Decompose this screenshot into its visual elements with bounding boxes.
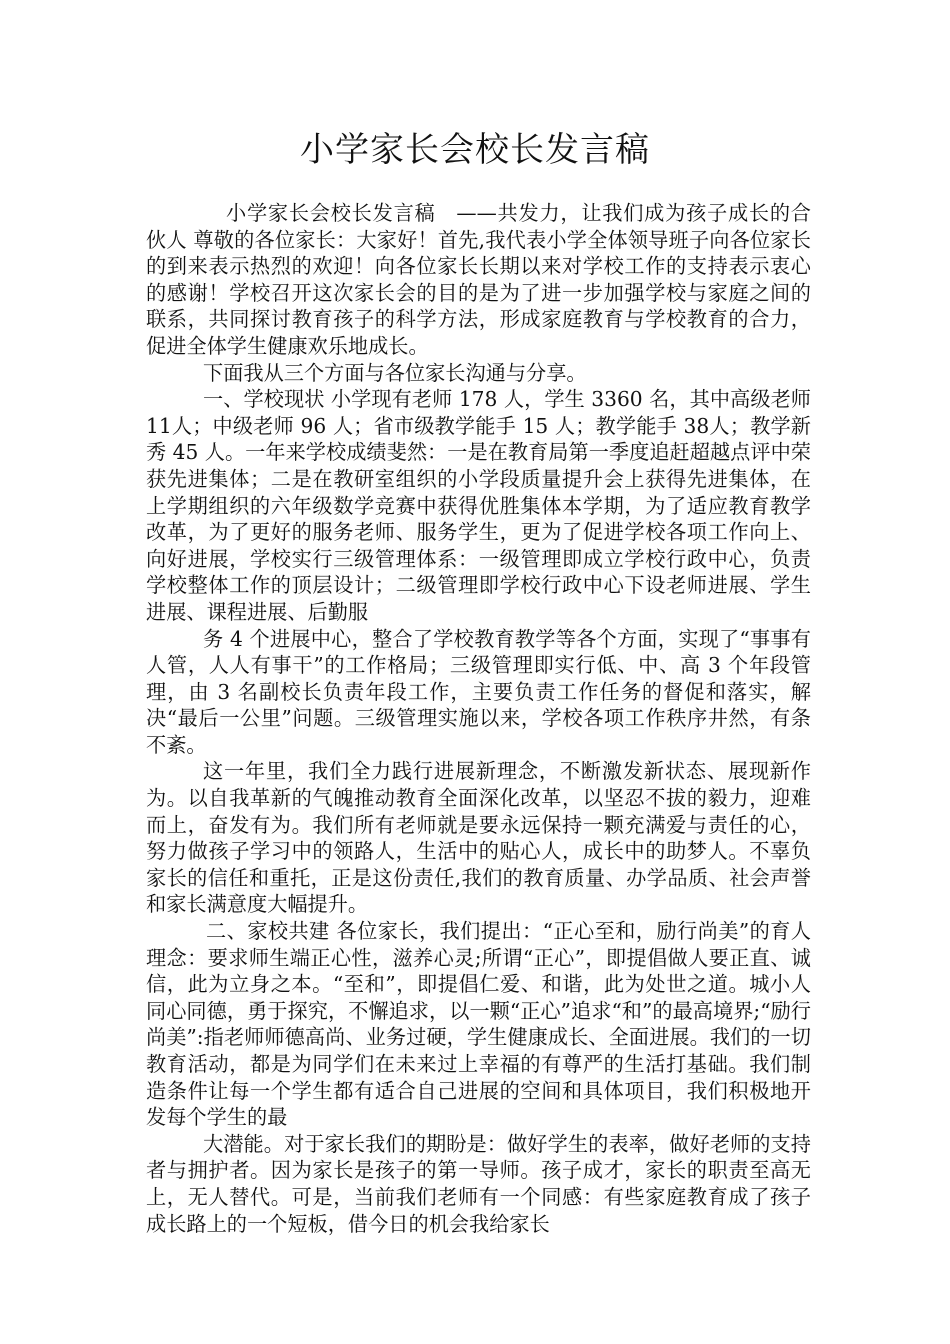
paragraph-opening: 小学家长会校长发言稿 ——共发力，让我们成为孩子成长的合伙人 尊敬的各位家长：大家好！首先,我代表小学全体领导班子向各位家长的到来表示热烈的欢迎！向各位家长长期以来对学校工作的支持表示衷心的感谢！学校召开这次家长会的目的是为了进一步加强学校与家庭之间的联系，共同探讨教育孩子的科学方法，形成家庭教育与学校教育的合力，促进全体学生健康欢乐地成长。: [146, 201, 811, 358]
paragraph-management: 务 4 个进展中心，整合了学校教育教学等各个方面，实现了“事事有人管，人人有事干”的工作格局；三级管理即实行低、中、高 3 个年段管理，由 3 名副校长负责年段工作，主要负责工作任务的督促和落实，解决“最后一公里”问题。三级管理实施以来，学校各项工作秩序井然，有条不紊。: [146, 626, 811, 757]
paragraph-school-status: 一、学校现状 小学现有老师 178 人，学生 3360 名，其中高级老师 11人；中级老师 96 人；省市级教学能手 15 人；教学能手 38人；教学新秀 45 人。一年来学校成绩斐然：一是在教育局第一季度追赶超越点评中荣获先进集体；二是在教研室组织的小学段质量提升会上获得先进集体，在上学期组织的六年级数学竞赛中获得优胜集体本学期，为了适应教育教学改革，为了更好的服务老师、服务学生，更为了促进学校各项工作向上、向好进展，学校实行三级管理体系：一级管理即成立学校行政中心，负责学校整体工作的顶层设计；二级管理即学校行政中心下设老师进展、学生进展、课程进展、后勤服: [146, 387, 811, 624]
paragraph-home-school: 二、家校共建 各位家长，我们提出：“正心至和，励行尚美”的育人理念：要求师生端正心性，滋养心灵;所谓“正心”，即提倡做人要正直、诚信，此为立身之本。“至和”，即提倡仁爱、和谐，此为处世之道。城小人同心同德，勇于探究，不懈追求，以一颗“正心”追求“和”的最高境界;“励行尚美”:指老师师德高尚、业务过硬，学生健康成长、全面进展。我们的一切教育活动，都是为同学们在未来过上幸福的有尊严的生活打基础。我们制造条件让每一个学生都有适合自己进展的空间和具体项目，我们积极地开发每个学生的最: [146, 919, 811, 1130]
paragraph-overview: 下面我从三个方面与各位家长沟通与分享。: [203, 360, 587, 385]
paragraph-year-review: 这一年里，我们全力践行进展新理念，不断激发新状态、展现新作为。以自我革新的气魄推动教育全面深化改革，以坚忍不拔的毅力，迎难而上，奋发有为。我们所有老师就是要永远保持一颗充满爱与责任的心，努力做孩子学习中的领路人，生活中的贴心人，成长中的助梦人。不辜负家长的信任和重托，正是这份责任,我们的教育质量、办学品质、社会声誉和家长满意度大幅提升。: [146, 759, 811, 917]
paragraph-expectations: 大潜能。对于家长我们的期盼是：做好学生的表率，做好老师的支持者与拥护者。因为家长是孩子的第一导师。孩子成才，家长的职责至高无上，无人替代。可是，当前我们老师有一个同感：有些家庭教育成了孩子成长路上的一个短板，借今日的机会我给家长: [146, 1131, 811, 1236]
document-title: 小学家长会校长发言稿: [300, 130, 650, 170]
document-body: [146, 200, 811, 1237]
